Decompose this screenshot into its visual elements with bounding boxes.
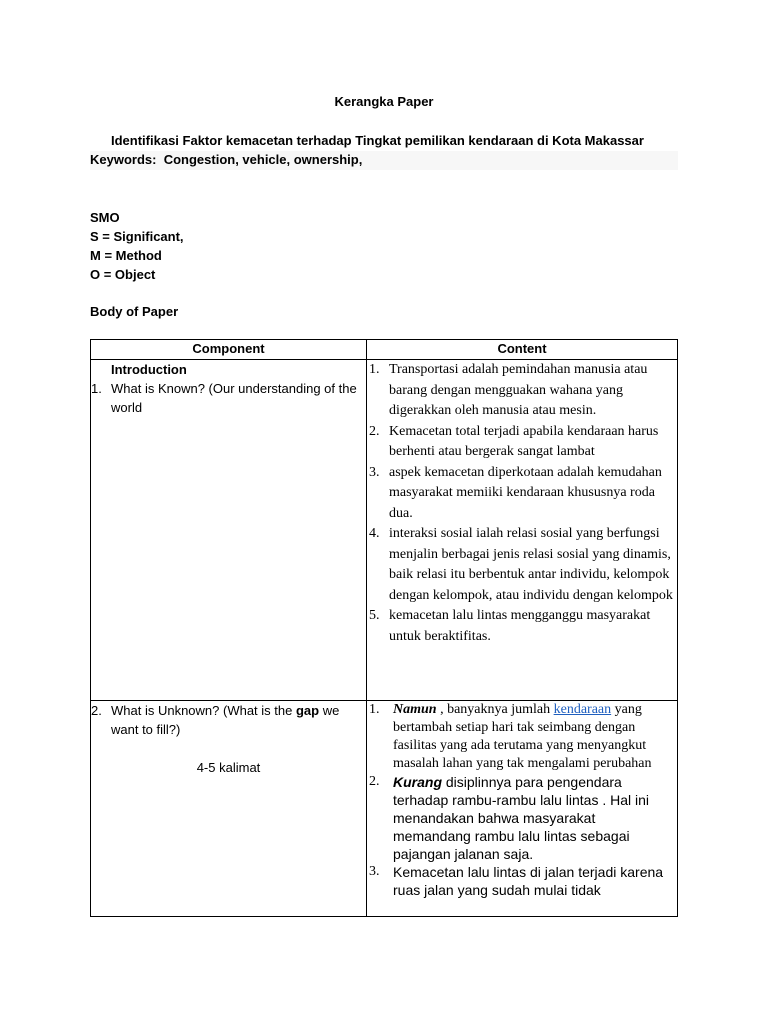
smo-object: O = Object [90,267,156,282]
list-number: 1. [91,381,102,396]
body-of-paper-heading: Body of Paper [90,304,179,319]
text-part: yang bertambah setiap hari tak seimbang dengan fasilitas yang ada terutama yang menyangkut masalah lahan yang tak mengalami perubahan [393,702,652,771]
list-item [367,463,677,525]
list-number: 1. [369,362,380,377]
list-item [367,863,677,899]
list-item [367,422,677,463]
keywords-line [90,151,678,170]
list-item [367,701,677,773]
section-introduction: Introduction [111,362,187,377]
list-number: 5. [369,608,380,623]
list-text: Kemacetan total terjadi apabila kendaraan harus berhenti atau bergerak sangat lambat [389,423,659,459]
question-text: What is Known? (Our understanding of the world [111,381,357,415]
list-text: interaksi sosial ialah relasi sosial yang berfungsi menjalin berbagai jenis relasi sosial yang dinamis, baik relasi itu berbentuk antar individu, kelompok dengan kelompok, atau individu dengan kelompok [389,526,673,603]
component-cell [91,701,367,917]
table-row [91,701,678,917]
list-text [393,701,677,773]
list-text: aspek kemacetan diperkotaan adalah kemudahan masyarakat memiiki kendaraan khususnya roda dua. [389,464,662,521]
list-number: 4. [369,526,380,541]
header-content: Content [367,340,678,360]
component-cell [91,360,367,701]
text-part: , banyaknya jumlah [436,702,554,717]
table-header-row [91,340,678,360]
list-item [367,524,677,606]
list-number: 3. [369,864,380,879]
list-number: 2. [369,774,380,789]
list-number: 3. [369,464,380,480]
question-part: we want to fill?) [111,703,340,737]
list-number: 2. [91,703,102,718]
smo-significant: S = Significant, [90,229,184,244]
table-row [91,360,678,701]
list-text: kemacetan lalu lintas mengganggu masyarakat untuk beraktifitas. [389,608,651,644]
smo-method: M = Method [90,248,162,263]
list-item [367,360,677,422]
list-text: Transportasi adalah pemindahan manusia atau barang dengan mengguakan wahana yang digerakkan oleh manusia atau mesin. [389,362,648,418]
document-title: Kerangka Paper [334,94,434,109]
question-part: What is Unknown? (What is the [111,703,296,718]
list-item [367,773,677,863]
question-unknown [91,701,366,739]
lead-word: Namun [393,702,437,717]
question-gap-word: gap [295,703,320,718]
paper-subtitle: Identifikasi Faktor kemacetan terhadap Tingkat pemilikan kendaraan di Kota Makassar [111,133,644,148]
list-text [393,773,677,863]
keywords-label: Keywords: [90,152,157,167]
smo-block [90,208,184,284]
header-component: Component [91,340,367,360]
text-part: disiplinnya para pengendara terhadap rambu-rambu lalu lintas . Hal ini menandakan bahwa masyarakat memandang rambu lalu lintas sebagai pajangan jalanan saja. [393,774,650,862]
kendaraan-link[interactable]: kendaraan [553,702,612,717]
content-cell [367,360,678,701]
smo-heading: SMO [90,210,120,225]
content-cell [367,701,678,917]
question-known [91,379,366,417]
sentence-count-note: 4-5 kalimat [196,760,261,775]
list-text: Kemacetan lalu lintas di jalan terjadi karena ruas jalan yang sudah mulai tidak [393,864,664,898]
list-number: 1. [369,702,380,717]
keywords-value: Congestion, vehicle, ownership, [163,152,363,167]
lead-word: Kurang [393,774,442,790]
list-number: 2. [369,423,380,439]
paper-outline-table [90,339,678,917]
list-item [367,606,677,647]
question-text [111,701,366,739]
